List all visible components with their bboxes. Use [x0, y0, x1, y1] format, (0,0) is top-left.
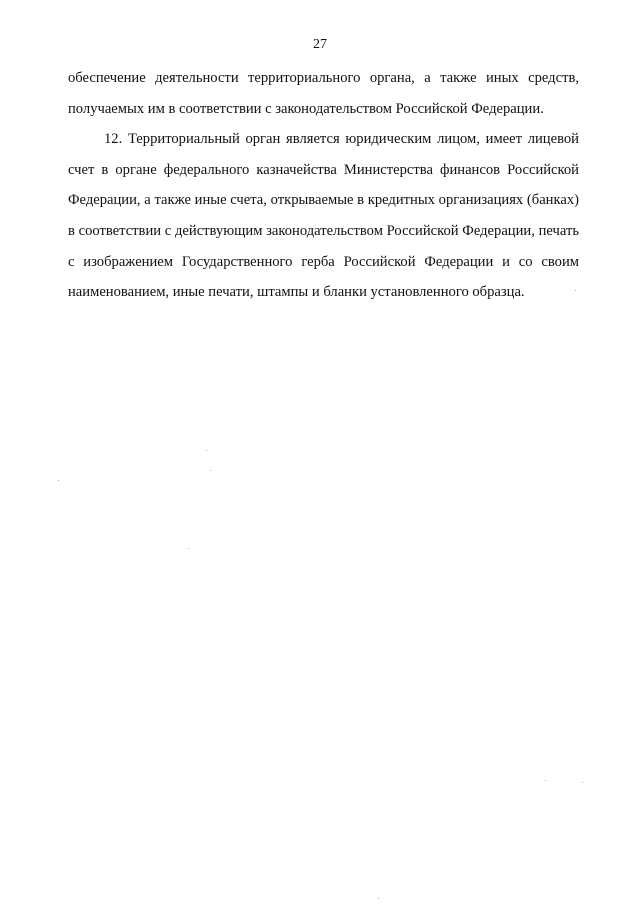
scan-speck	[378, 898, 379, 899]
scan-speck	[210, 470, 211, 471]
paragraph-12: 12. Территориальный орган является юридическим лицом, имеет лицевой счет в органе федерального казначейства Министерства финансов Российской Федерации, а также иные счета, открываемые в кредитных организациях (банках) в соответствии с действующим законодательством Российской Федерации, печать с изображением Государственного герба Российской Федерации и со своим наименованием, иные печати, штампы и бланки установленного образца.	[68, 131, 579, 301]
scan-speck	[582, 782, 583, 783]
scan-speck	[206, 450, 207, 451]
scan-speck	[58, 480, 59, 481]
paragraph-continuation: обеспечение деятельности территориального органа, а также иных средств, получаемых им в соответствии с законодательством Российской Федерации.	[68, 70, 579, 117]
page-number: 27	[313, 37, 327, 52]
scan-speck	[545, 780, 546, 781]
scan-speck	[188, 548, 189, 549]
scan-speck	[575, 290, 576, 291]
document-body	[68, 63, 579, 308]
